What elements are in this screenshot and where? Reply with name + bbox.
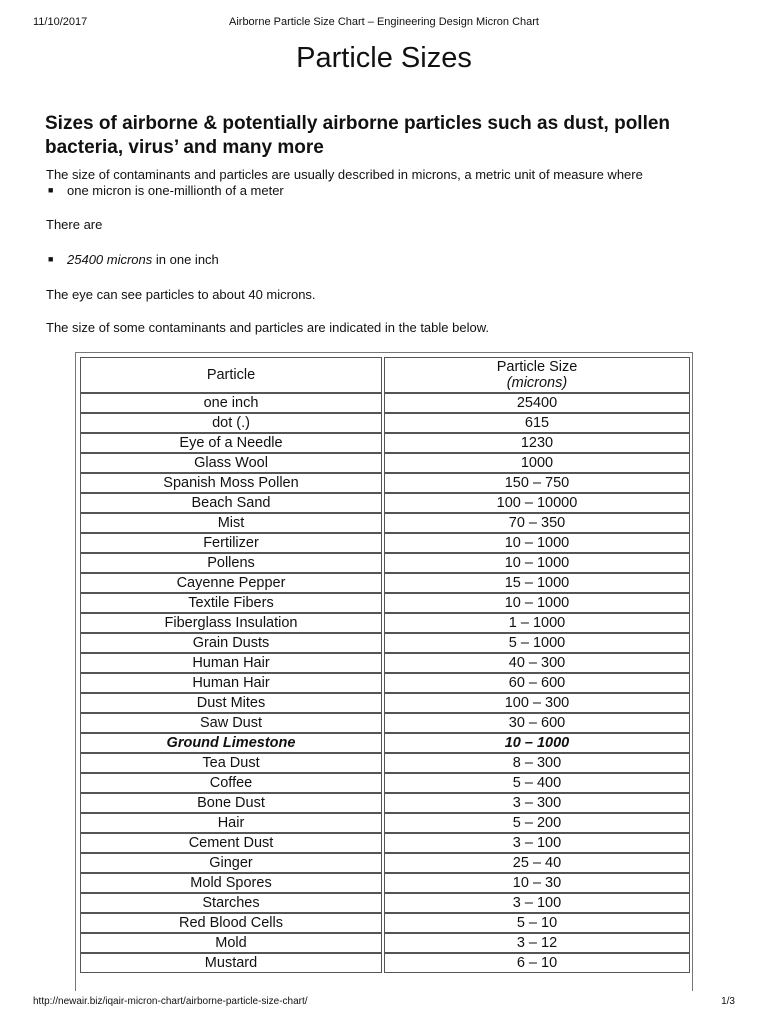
particle-size-cell: 30 – 600	[384, 713, 690, 733]
particle-size-cell: 3 – 12	[384, 933, 690, 953]
particle-name-cell: Coffee	[80, 773, 382, 793]
particle-size-cell: 100 – 300	[384, 693, 690, 713]
particle-name-cell: Pollens	[80, 553, 382, 573]
table-row	[80, 513, 690, 533]
particle-name-cell: Human Hair	[80, 653, 382, 673]
particle-name-cell: Human Hair	[80, 673, 382, 693]
particle-name-cell: Fiberglass Insulation	[80, 613, 382, 633]
table-row	[80, 533, 690, 553]
particle-name-cell: one inch	[80, 393, 382, 413]
particle-size-cell: 3 – 100	[384, 893, 690, 913]
particle-size-cell: 6 – 10	[384, 953, 690, 973]
table-header-row	[80, 357, 690, 393]
table-row	[80, 793, 690, 813]
header-size-label: Particle Size	[496, 359, 578, 375]
table-row	[80, 593, 690, 613]
particle-name-cell: Spanish Moss Pollen	[80, 473, 382, 493]
table-row	[80, 733, 690, 753]
particle-name-cell: Mold	[80, 933, 382, 953]
there-are-text: There are	[46, 217, 103, 232]
particle-size-cell: 60 – 600	[384, 673, 690, 693]
particle-size-cell: 25 – 40	[384, 853, 690, 873]
table-intro: The size of some contaminants and particles are indicated in the table below.	[46, 320, 489, 335]
particle-size-cell: 1000	[384, 453, 690, 473]
particle-name-cell: Eye of a Needle	[80, 433, 382, 453]
particle-size-cell: 10 – 1000	[384, 593, 690, 613]
particle-size-cell: 5 – 400	[384, 773, 690, 793]
table-row	[80, 453, 690, 473]
table-row	[80, 653, 690, 673]
particle-name-cell: Ground Limestone	[80, 733, 382, 753]
particle-size-cell: 615	[384, 413, 690, 433]
particle-size-cell: 25400	[384, 393, 690, 413]
bullet-micron-definition	[48, 183, 284, 198]
table-row	[80, 493, 690, 513]
particle-size-cell: 1 – 1000	[384, 613, 690, 633]
table-row	[80, 673, 690, 693]
particle-name-cell: Hair	[80, 813, 382, 833]
header-particle: Particle	[80, 357, 382, 393]
particle-size-cell: 100 – 10000	[384, 493, 690, 513]
particle-name-cell: Fertilizer	[80, 533, 382, 553]
table-row	[80, 833, 690, 853]
particle-name-cell: Cayenne Pepper	[80, 573, 382, 593]
particle-size-table	[78, 357, 692, 973]
particle-name-cell: Mold Spores	[80, 873, 382, 893]
particle-size-cell: 3 – 100	[384, 833, 690, 853]
bullet-micron-text: one micron is one-millionth of a meter	[67, 183, 284, 198]
particle-size-cell: 1230	[384, 433, 690, 453]
particle-size-cell: 10 – 30	[384, 873, 690, 893]
particle-size-cell: 10 – 1000	[384, 533, 690, 553]
table-row	[80, 813, 690, 833]
particle-size-cell: 70 – 350	[384, 513, 690, 533]
particle-size-cell: 8 – 300	[384, 753, 690, 773]
table-row	[80, 893, 690, 913]
table-row	[80, 613, 690, 633]
bullet-inch	[48, 252, 219, 267]
table-row	[80, 433, 690, 453]
print-header-title: Airborne Particle Size Chart – Engineering Design Micron Chart	[229, 16, 539, 28]
bullet-inch-emphasis: 25400 microns	[67, 252, 153, 267]
particle-name-cell: Textile Fibers	[80, 593, 382, 613]
bullet-inch-rest: in one inch	[152, 252, 219, 267]
bullet-marker: ■	[48, 185, 54, 195]
table-row	[80, 773, 690, 793]
table-row	[80, 473, 690, 493]
table-row	[80, 913, 690, 933]
intro-paragraph: The size of contaminants and particles are usually described in microns, a metric unit of measure where	[46, 167, 643, 182]
particle-name-cell: Dust Mites	[80, 693, 382, 713]
particle-name-cell: Starches	[80, 893, 382, 913]
particle-size-cell: 5 – 10	[384, 913, 690, 933]
table-row	[80, 393, 690, 413]
print-date: 11/10/2017	[33, 16, 88, 28]
particle-name-cell: Bone Dust	[80, 793, 382, 813]
particle-size-cell: 5 – 1000	[384, 633, 690, 653]
particle-size-cell: 3 – 300	[384, 793, 690, 813]
particle-name-cell: Ginger	[80, 853, 382, 873]
table-row	[80, 693, 690, 713]
particle-name-cell: Mist	[80, 513, 382, 533]
table-row	[80, 953, 690, 973]
eye-paragraph: The eye can see particles to about 40 microns.	[46, 287, 316, 302]
table-row	[80, 633, 690, 653]
table-row	[80, 413, 690, 433]
particle-name-cell: Red Blood Cells	[80, 913, 382, 933]
particle-name-cell: Cement Dust	[80, 833, 382, 853]
particle-name-cell: Tea Dust	[80, 753, 382, 773]
particle-name-cell: Grain Dusts	[80, 633, 382, 653]
particle-size-cell: 150 – 750	[384, 473, 690, 493]
table-row	[80, 933, 690, 953]
footer-page-number: 1/3	[721, 996, 735, 1007]
bullet-marker: ■	[48, 254, 54, 264]
table-row	[80, 873, 690, 893]
footer-url: http://newair.biz/iqair-micron-chart/airborne-particle-size-chart/	[33, 996, 308, 1007]
particle-name-cell: Beach Sand	[80, 493, 382, 513]
particle-size-cell: 15 – 1000	[384, 573, 690, 593]
table-row	[80, 713, 690, 733]
header-particle-size	[384, 357, 690, 393]
particle-name-cell: Mustard	[80, 953, 382, 973]
particle-name-cell: Glass Wool	[80, 453, 382, 473]
particle-name-cell: Saw Dust	[80, 713, 382, 733]
particle-size-cell: 40 – 300	[384, 653, 690, 673]
table-row	[80, 573, 690, 593]
header-size-units: (microns)	[506, 375, 568, 391]
particle-size-cell: 5 – 200	[384, 813, 690, 833]
table-row	[80, 753, 690, 773]
particle-name-cell: dot (.)	[80, 413, 382, 433]
page-title: Particle Sizes	[296, 42, 472, 74]
particle-size-cell: 10 – 1000	[384, 733, 690, 753]
table-row	[80, 553, 690, 573]
subheading: Sizes of airborne & potentially airborne particles such as dust, pollen bacteria, virus’ and many more	[45, 113, 671, 158]
particle-size-cell: 10 – 1000	[384, 553, 690, 573]
table-row	[80, 853, 690, 873]
